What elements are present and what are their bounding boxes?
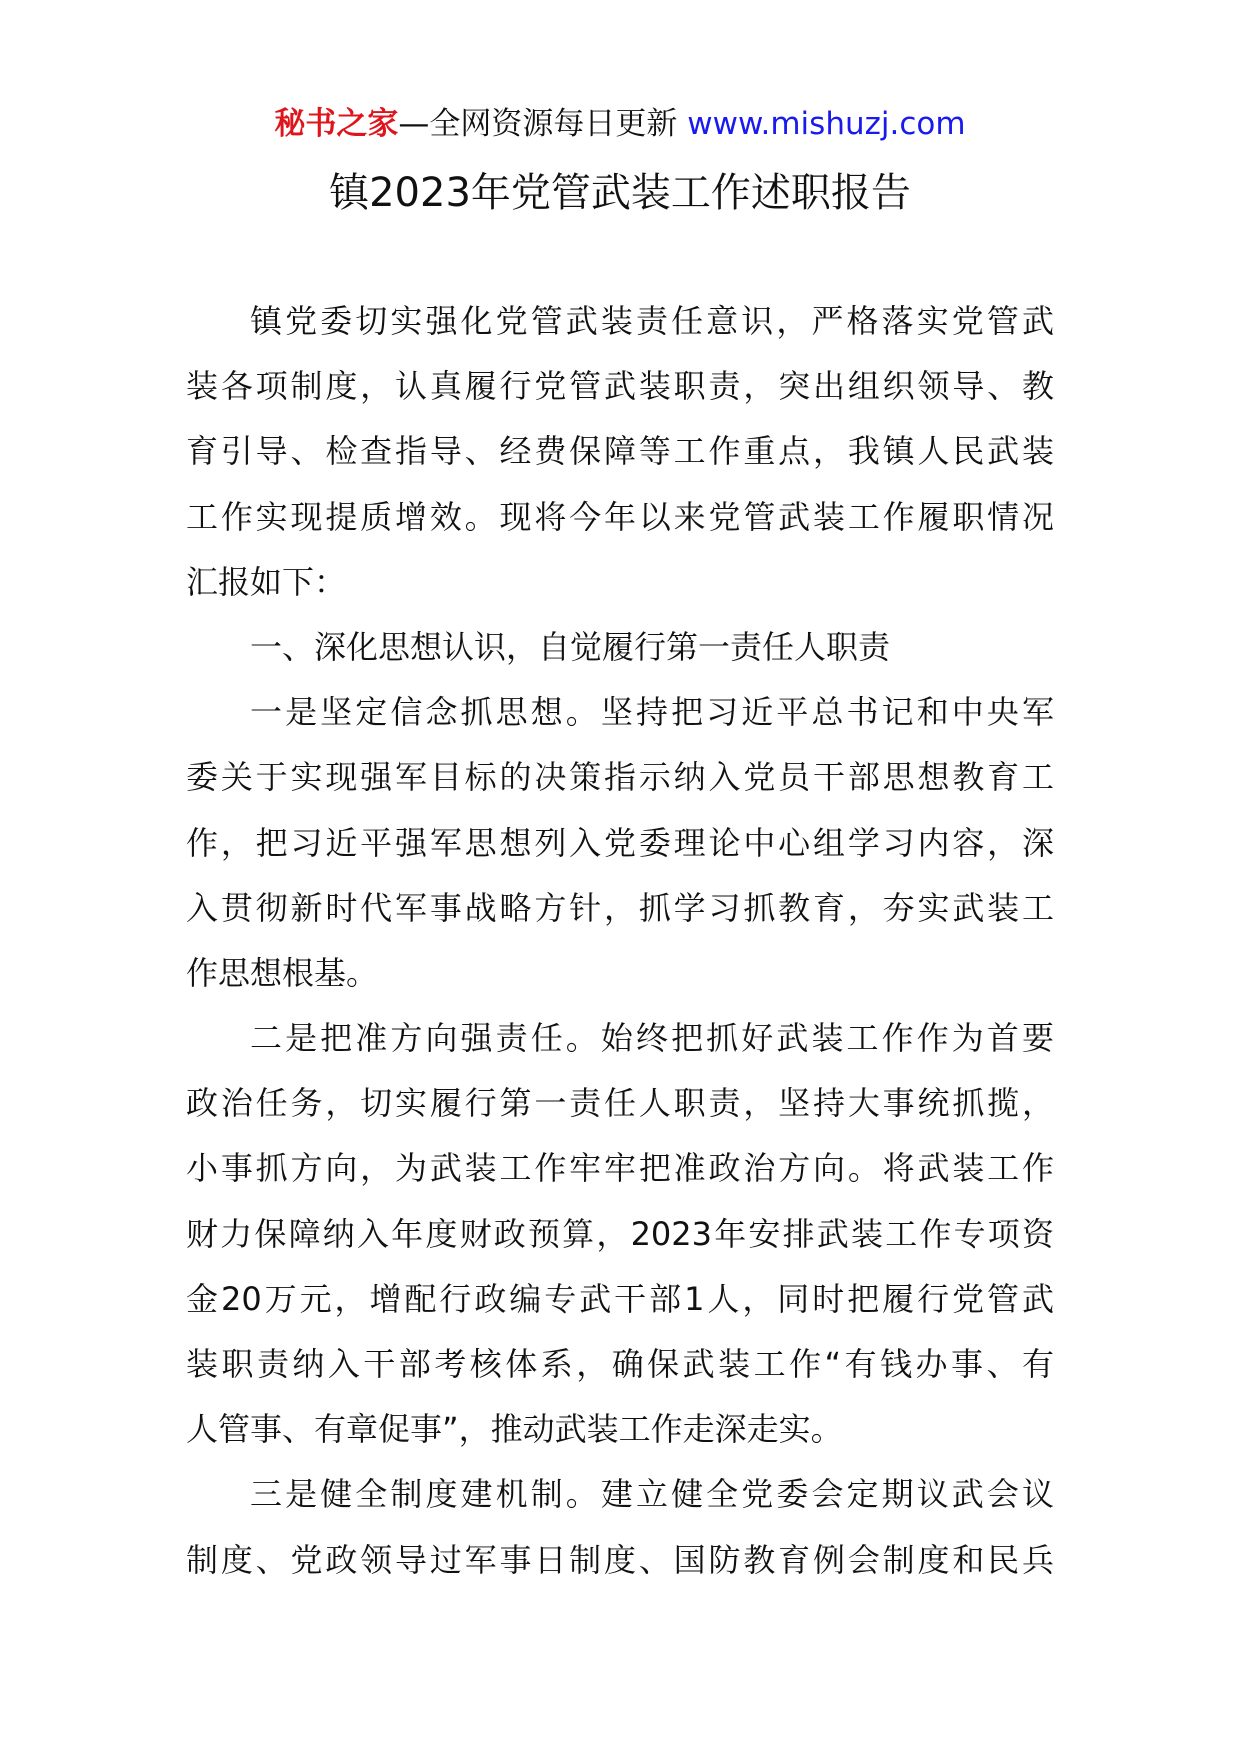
paragraph-line: 金20万元，增配行政编专武干部1人，同时把履行党管武	[186, 1279, 1054, 1318]
brand-name: 秘书之家	[274, 106, 399, 142]
paragraph-line: 委关于实现强军目标的决策指示纳入党员干部思想教育工	[186, 758, 1054, 797]
site-header	[0, 102, 1240, 146]
paragraph-line: 二是把准方向强责任。始终把抓好武装工作作为首要	[250, 1019, 1054, 1058]
paragraph-line: 工作实现提质增效。现将今年以来党管武装工作履职情况	[186, 497, 1054, 536]
paragraph-line: 财力保障纳入年度财政预算，2023年安排武装工作专项资	[186, 1214, 1054, 1253]
paragraph-line: 作，把习近平强军思想列入党委理论中心组学习内容，深	[186, 823, 1054, 862]
paragraph-line: 人管事、有章促事”，推动武装工作走深走实。	[186, 1410, 843, 1449]
paragraph-line: 作思想根基。	[186, 953, 379, 992]
site-url-link[interactable]: www.mishuzj.com	[687, 106, 966, 142]
section-heading: 一、深化思想认识，自觉履行第一责任人职责	[250, 627, 891, 666]
paragraph-line: 育引导、检查指导、经费保障等工作重点，我镇人民武装	[186, 432, 1054, 471]
paragraph-line: 三是健全制度建机制。建立健全党委会定期议武会议	[250, 1475, 1054, 1514]
paragraph-line: 装各项制度，认真履行党管武装职责，突出组织领导、教	[186, 367, 1054, 406]
header-tagline: —全网资源每日更新	[398, 106, 688, 142]
document-body	[186, 289, 1054, 1593]
paragraph-line: 政治任务，切实履行第一责任人职责，坚持大事统抓揽，	[186, 1084, 1054, 1123]
paragraph-line: 镇党委切实强化党管武装责任意识，严格落实党管武	[250, 302, 1054, 340]
paragraph-line: 装职责纳入干部考核体系，确保武装工作“有钱办事、有	[186, 1345, 1054, 1383]
document-title: 镇2023年党管武装工作述职报告	[329, 170, 911, 216]
paragraph-line: 小事抓方向，为武装工作牢牢把准政治方向。将武装工作	[186, 1149, 1054, 1188]
paragraph-line: 入贯彻新时代军事战略方针，抓学习抓教育，夯实武装工	[186, 888, 1054, 927]
paragraph-line: 一是坚定信念抓思想。坚持把习近平总书记和中央军	[250, 693, 1054, 732]
paragraph-line: 制度、党政领导过军事日制度、国防教育例会制度和民兵	[186, 1540, 1054, 1579]
paragraph-line: 汇报如下：	[186, 562, 347, 601]
